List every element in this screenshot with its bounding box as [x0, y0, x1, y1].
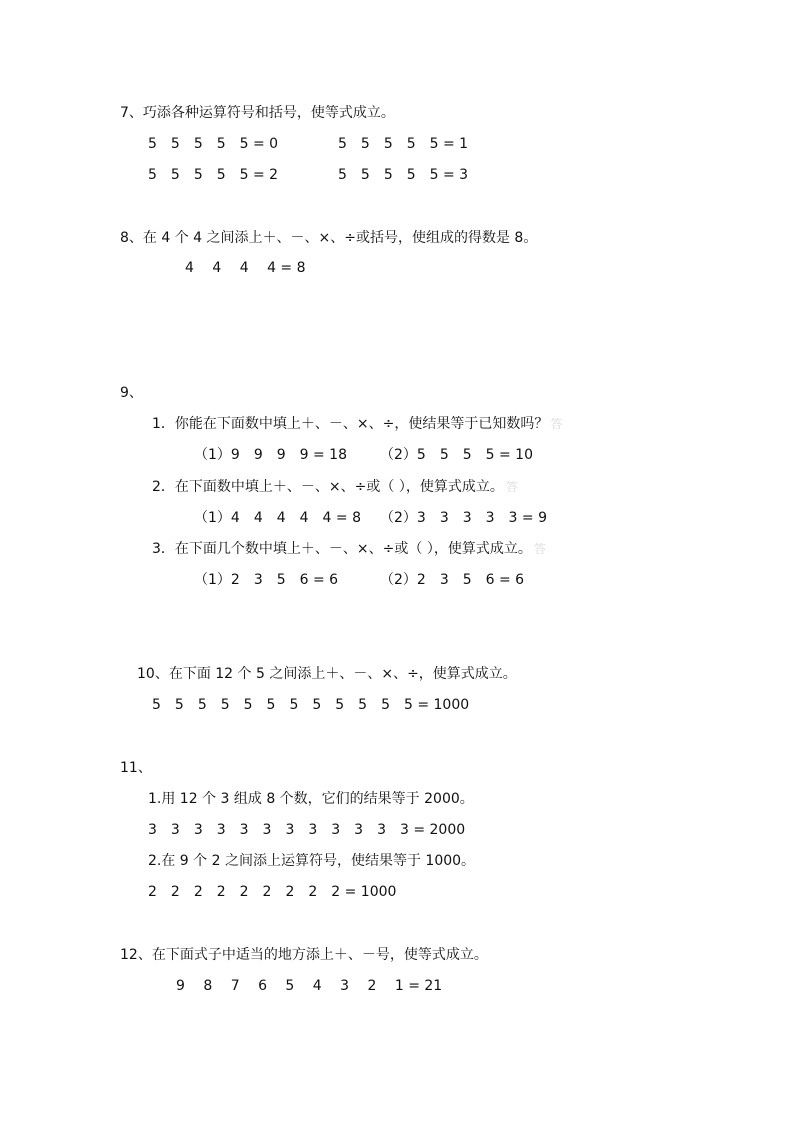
q7-title: 7、巧添各种运算符号和括号，使等式成立。	[120, 105, 395, 121]
q9-part-1-equation-1: （1）9 9 9 9 = 18	[194, 447, 347, 463]
q9-part-3-mark: 答	[533, 542, 546, 556]
q9-number: 9、	[120, 385, 143, 401]
q9-part-3-equation-2: （2）2 3 5 6 = 6	[380, 572, 525, 588]
q9-part-3	[152, 540, 546, 558]
q9-part-2	[152, 478, 518, 496]
q10-equation: 5 5 5 5 5 5 5 5 5 5 5 5 = 1000	[152, 697, 470, 713]
q9-part-1	[152, 415, 562, 433]
q9-part-1-mark: 答	[550, 417, 563, 431]
q7-equation-1: 5 5 5 5 5 = 0	[148, 136, 279, 152]
q11-part-2: 2.在 9 个 2 之间添上运算符号，使结果等于 1000。	[148, 853, 476, 869]
q12-equation: 9 8 7 6 5 4 3 2 1 = 21	[176, 978, 443, 994]
q9-part-2-equation-2: （2）3 3 3 3 3 = 9	[380, 510, 547, 526]
q9-part-3-equation-1: （1）2 3 5 6 = 6	[194, 572, 339, 588]
q11-part-1: 1.用 12 个 3 组成 8 个数，它们的结果等于 2000。	[148, 791, 474, 807]
q9-part-1-equation-2: （2）5 5 5 5 = 10	[380, 447, 533, 463]
q8-title: 8、在 4 个 4 之间添上＋、－、×、÷或括号，使组成的得数是 8。	[120, 230, 538, 246]
q12-title: 12、在下面式子中适当的地方添上＋、－号，使等式成立。	[120, 947, 488, 963]
q11-equation-1: 3 3 3 3 3 3 3 3 3 3 3 3 = 2000	[148, 822, 466, 838]
q9-part-2-mark: 答	[505, 480, 518, 494]
q9-part-2-text: 2．在下面数中填上＋、－、×、÷或（ ），使算式成立。	[152, 479, 504, 495]
q7-equation-4: 5 5 5 5 5 = 3	[338, 167, 469, 183]
q7-equation-2: 5 5 5 5 5 = 1	[338, 136, 469, 152]
q9-part-2-equation-1: （1）4 4 4 4 4 = 8	[194, 510, 361, 526]
q11-number: 11、	[120, 760, 152, 776]
q10-title: 10、在下面 12 个 5 之间添上＋、－、×、÷，使算式成立。	[137, 666, 517, 682]
q11-equation-2: 2 2 2 2 2 2 2 2 2 = 1000	[148, 884, 397, 900]
q8-equation: 4 4 4 4 = 8	[185, 260, 306, 276]
q9-part-3-text: 3．在下面几个数中填上＋、－、×、÷或（ ），使算式成立。	[152, 541, 532, 557]
q7-equation-3: 5 5 5 5 5 = 2	[148, 167, 279, 183]
q9-part-1-text: 1．你能在下面数中填上＋、－、×、÷，使结果等于已知数吗？	[152, 416, 549, 432]
